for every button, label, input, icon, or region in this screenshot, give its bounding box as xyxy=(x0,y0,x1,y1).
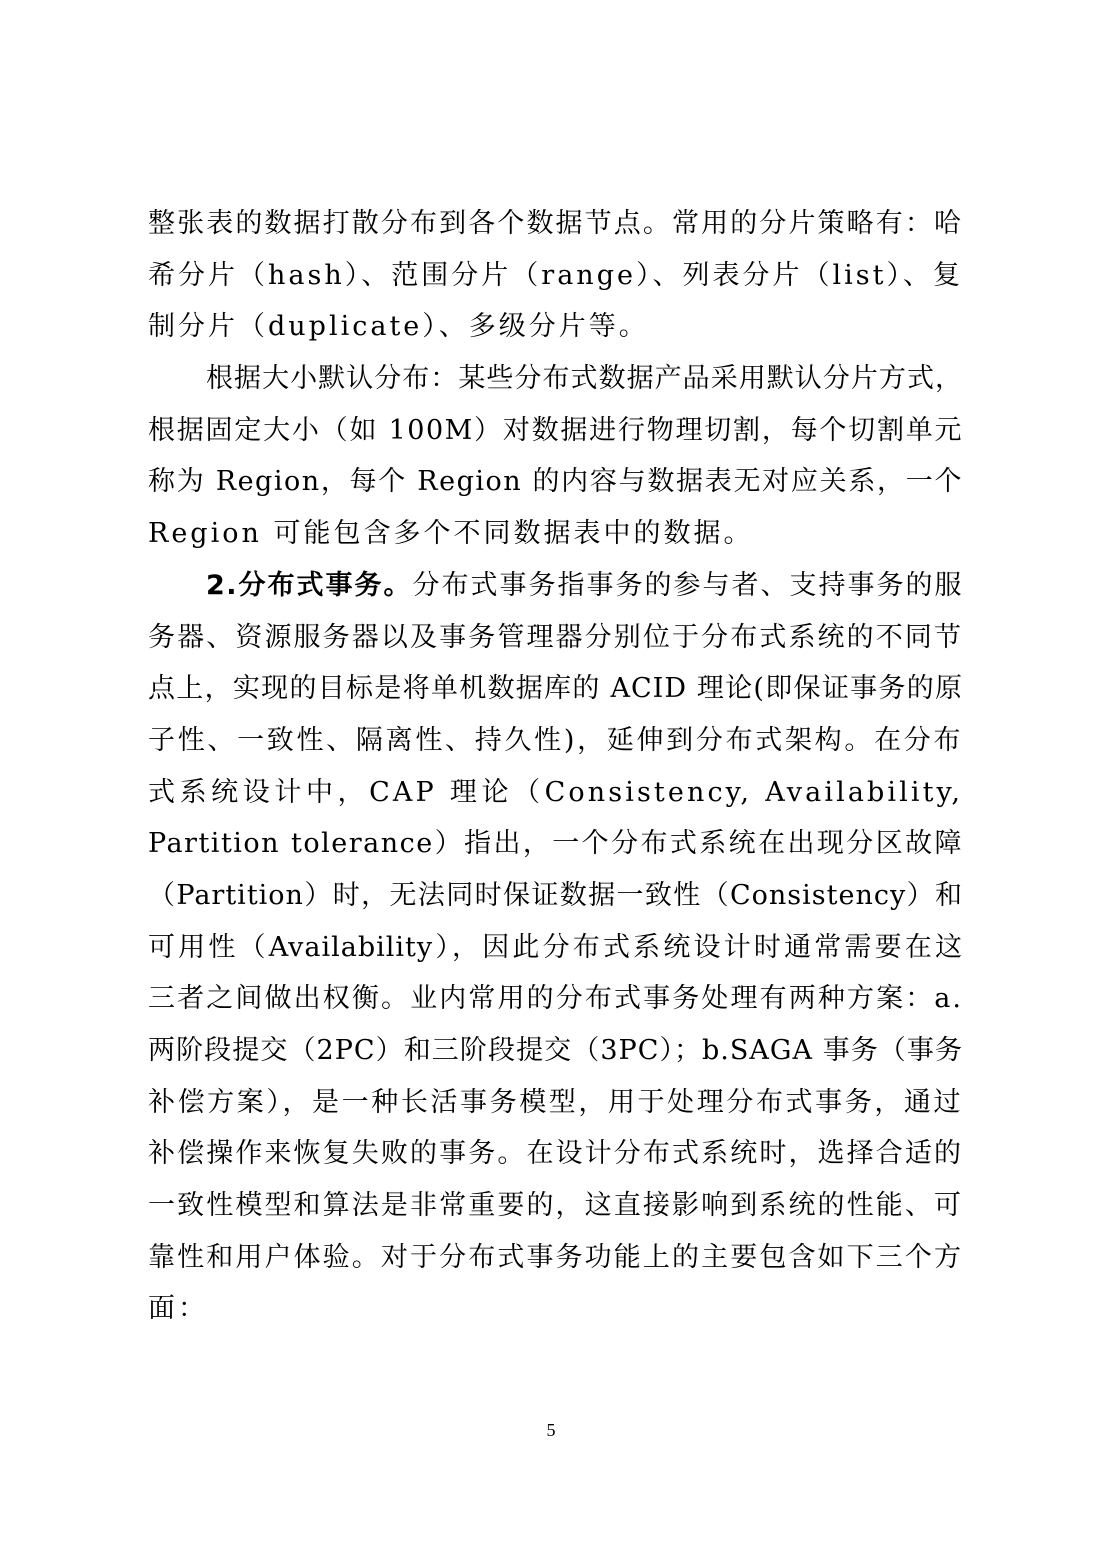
document-body xyxy=(148,198,963,1335)
paragraph-line: 一致性模型和算法是非常重要的，这直接影响到系统的性能、可 xyxy=(148,1190,963,1222)
section-first-line-text: 分布式事务指事务的参与者、支持事务的服 xyxy=(412,569,963,601)
paragraph-line: 子性、一致性、隔离性、持久性)，延伸到分布式架构。在分布 xyxy=(148,724,963,756)
paragraph-line: 式系统设计中，CAP 理论（Consistency, Availability, xyxy=(148,776,963,808)
paragraph-line: Region 可能包含多个不同数据表中的数据。 xyxy=(148,518,754,550)
paragraph-line: 制分片（duplicate）、多级分片等。 xyxy=(148,311,649,343)
page-number: 5 xyxy=(546,1420,556,1440)
paragraph-line: 面： xyxy=(148,1293,208,1325)
paragraph-line: 可用性（Availability），因此分布式系统设计时通常需要在这 xyxy=(148,931,963,963)
paragraph-line: 务器、资源服务器以及事务管理器分别位于分布式系统的不同节 xyxy=(148,621,963,653)
paragraph-line: 靠性和用户体验。对于分布式事务功能上的主要包含如下三个方 xyxy=(148,1241,963,1273)
paragraph-line: 称为 Region，每个 Region 的内容与数据表无对应关系，一个 xyxy=(148,466,963,498)
paragraph-line: 补偿操作来恢复失败的事务。在设计分布式系统时，选择合适的 xyxy=(148,1138,963,1170)
paragraph-line: 根据大小默认分布：某些分布式数据产品采用默认分片方式， xyxy=(206,363,963,395)
paragraph-line: 根据固定大小（如 100M）对数据进行物理切割，每个切割单元 xyxy=(148,414,963,446)
section-first-line xyxy=(148,560,963,612)
paragraph-line: （Partition）时，无法同时保证数据一致性（Consistency）和 xyxy=(148,879,963,911)
paragraph-line: 补偿方案），是一种长活事务模型，用于处理分布式事务，通过 xyxy=(148,1086,963,1118)
paragraph-line: 希分片（hash）、范围分片（range）、列表分片（list）、复 xyxy=(148,259,963,291)
paragraph-line: 点上，实现的目标是将单机数据库的 ACID 理论(即保证事务的原 xyxy=(148,673,963,705)
paragraph-line: 两阶段提交（2PC）和三阶段提交（3PC）；b.SAGA 事务（事务 xyxy=(148,1035,963,1066)
paragraph-line: 整张表的数据打散分布到各个数据节点。常用的分片策略有：哈 xyxy=(148,208,963,239)
paragraph-line: Partition tolerance）指出，一个分布式系统在出现分区故障 xyxy=(148,828,963,860)
section-heading: 2.分布式事务。 xyxy=(206,569,413,601)
section-distributed-transactions xyxy=(148,560,963,1335)
paragraph-line: 三者之间做出权衡。业内常用的分布式事务处理有两种方案：a. xyxy=(148,983,963,1015)
paragraph-size-based-distribution xyxy=(148,353,963,560)
paragraph-sharding-strategies xyxy=(148,198,963,353)
